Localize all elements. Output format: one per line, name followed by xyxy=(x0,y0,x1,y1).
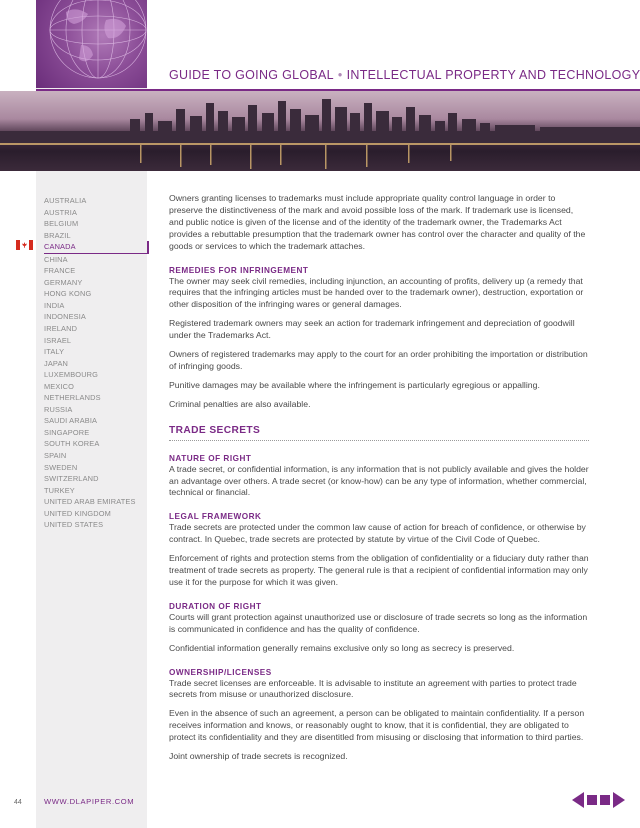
remedies-paragraph-3: Owners of registered trademarks may apply to the court for an order prohibiting the importation or distribution of infringing goods. xyxy=(169,349,588,371)
square-icon[interactable] xyxy=(587,795,597,805)
header-title-topic: INTELLECTUAL PROPERTY AND TECHNOLOGY xyxy=(346,68,640,82)
country-item[interactable]: ISRAEL xyxy=(44,335,72,345)
country-item[interactable]: FRANCE xyxy=(44,266,76,276)
remedies-paragraph-1: The owner may seek civil remedies, including injunction, an accounting of profits, delivery up (a remedy that requires that the infringing articles must be handed over to the trademark owner), destruction, exportation or other disposition of the infringing wares or general damages. xyxy=(169,275,584,310)
country-item[interactable]: UNITED STATES xyxy=(44,520,104,530)
country-item[interactable]: IRELAND xyxy=(44,324,78,334)
country-item[interactable]: UNITED ARAB EMIRATES xyxy=(44,497,136,507)
duration-heading: DURATION OF RIGHT xyxy=(169,601,262,611)
main-content xyxy=(169,193,589,770)
remedies-paragraph-5: Criminal penalties are also available. xyxy=(169,398,311,409)
flag-white-band xyxy=(20,240,29,250)
arrow-left-icon[interactable] xyxy=(572,792,584,808)
country-item[interactable]: SINGAPORE xyxy=(44,427,90,437)
country-item[interactable]: SWITZERLAND xyxy=(44,474,99,484)
country-item[interactable]: TURKEY xyxy=(44,485,75,495)
country-item[interactable]: INDIA xyxy=(44,300,65,310)
globe-icon xyxy=(36,0,147,88)
legal-paragraph-1: Trade secrets are protected under the common law cause of action for breach of confidence, or otherwise by contract. In Quebec, trade secrets are protected by statute by virtue of the Civil Code of Quebec. xyxy=(169,522,586,545)
city-skyline-photo xyxy=(0,91,640,171)
trade-secrets-heading: TRADE SECRETS xyxy=(169,425,589,441)
square-icon[interactable] xyxy=(600,795,610,805)
page-header-title xyxy=(169,68,640,82)
country-item[interactable]: CHINA xyxy=(44,254,68,264)
country-item[interactable]: AUSTRALIA xyxy=(44,196,87,205)
intro-paragraph: Owners granting licenses to trademarks must include appropriate quality control language in order to preserve the distinctiveness of the mark and avoid possible loss of the mark. If trademark use is licensed, and public notice is given of the license and of the identity of the trademark owner, the Trademarks Act provides a rebuttable presumption that the trademark owner has control over the character and quality of the goods or services to which the trademark attaches. xyxy=(169,193,586,251)
ownership-paragraph-1: Trade secret licenses are enforceable. It is advisable to institute an agreement with parties to protect trade secrets from misuse or unauthorized disclosure. xyxy=(169,677,577,700)
country-item[interactable]: CANADA xyxy=(44,241,149,254)
maple-leaf-icon xyxy=(22,242,27,248)
ownership-paragraph-2: Even in the absence of such an agreement, a person can be obligated to maintain confidentiality. If a person receives information and knows, or reasonably ought to know, that it is confidential, they are obligated to protect its confidentiality and they are disentitled from misusing or disclosing that information to third parties. xyxy=(169,708,585,743)
country-item[interactable]: RUSSIA xyxy=(44,404,73,414)
country-item[interactable]: SOUTH KOREA xyxy=(44,439,100,449)
country-item[interactable]: SPAIN xyxy=(44,451,67,461)
page-number: 44 xyxy=(14,799,22,806)
header-title-guide: GUIDE TO GOING GLOBAL xyxy=(169,68,334,82)
ownership-heading: OWNERSHIP/LICENSES xyxy=(169,667,272,677)
country-item[interactable]: HONG KONG xyxy=(44,289,92,299)
duration-paragraph-2: Confidential information generally remains exclusive only so long as secrecy is preserved. xyxy=(169,642,515,653)
website-link[interactable]: WWW.DLAPIPER.COM xyxy=(44,797,135,806)
country-item[interactable]: SWEDEN xyxy=(44,462,78,472)
country-item[interactable]: GERMANY xyxy=(44,277,83,287)
country-item[interactable]: JAPAN xyxy=(44,358,69,368)
country-item[interactable]: BELGIUM xyxy=(44,219,79,229)
ownership-paragraph-3: Joint ownership of trade secrets is recognized. xyxy=(169,751,348,762)
canada-flag-icon xyxy=(16,240,33,250)
header-separator: • xyxy=(337,68,343,82)
remedies-paragraph-4: Punitive damages may be available where the infringement is particularly egregious or appalling. xyxy=(169,379,540,390)
country-item[interactable]: LUXEMBOURG xyxy=(44,370,99,380)
nature-heading: NATURE OF RIGHT xyxy=(169,453,252,463)
globe-graphic xyxy=(36,0,147,88)
page-navigation xyxy=(572,792,625,808)
legal-heading: LEGAL FRAMEWORK xyxy=(169,512,262,522)
country-item[interactable]: INDONESIA xyxy=(44,312,87,322)
remedies-heading: REMEDIES FOR INFRINGEMENT xyxy=(169,265,309,275)
arrow-right-icon[interactable] xyxy=(613,792,625,808)
country-item[interactable]: AUSTRIA xyxy=(44,207,78,217)
nature-paragraph-1: A trade secret, or confidential information, is any information that is not publicly available and gives the holder an advantage over others. A trade secret (or know-how) can be any type of information, whether commercial, technical or financial. xyxy=(169,463,589,498)
country-item[interactable]: ITALY xyxy=(44,347,65,357)
country-navigation xyxy=(44,195,148,531)
country-item[interactable]: MEXICO xyxy=(44,381,75,391)
country-item[interactable]: UNITED KINGDOM xyxy=(44,508,111,518)
remedies-paragraph-2: Registered trademark owners may seek an action for trademark infringement and depreciation of goodwill under the Trademarks Act. xyxy=(169,318,575,341)
header-blank xyxy=(147,0,640,62)
country-item[interactable]: SAUDI ARABIA xyxy=(44,416,98,426)
skyline-image xyxy=(0,91,640,171)
legal-paragraph-2: Enforcement of rights and protection stems from the obligation of confidentiality or a fiduciary duty rather than treatment of trade secrets as property. The general rule is that a recipient of confidential information may only use it for the purpose for which it was given. xyxy=(169,553,589,587)
country-item[interactable]: NETHERLANDS xyxy=(44,393,101,403)
duration-paragraph-1: Courts will grant protection against unauthorized use or disclosure of trade secrets so long as the information is communicated in confidence and has the quality of confidence. xyxy=(169,611,588,634)
country-item[interactable]: BRAZIL xyxy=(44,230,71,240)
